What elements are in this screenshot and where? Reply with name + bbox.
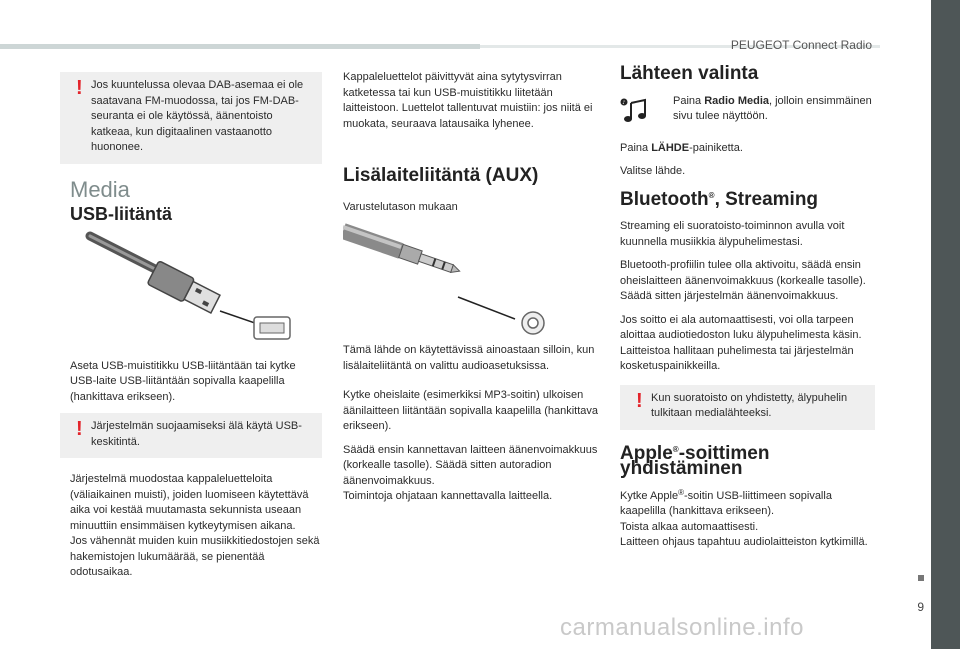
column-1	[60, 72, 322, 581]
playlist-intro: Kappaleluettelot päivittyvät aina sytytysvirran katketessa tai kun USB-muistitikku liitetään laitteistoon. Luettelot tallentuvat muistiin: jos niitä ei muokata, seuraava latausaika lyhenee.	[343, 71, 593, 130]
bt-text-4a: Jos soitto ei ala automaattisesti, voi olla tarpeen aloittaa audiotiedoston luku älypuhelimesta käsin.	[620, 313, 862, 341]
aux-subtitle: Varustelutason mukaan	[343, 200, 458, 213]
source-prefix: Paina	[620, 141, 652, 154]
bt-text-4	[620, 313, 875, 375]
bt-text-1: Streaming eli suoratoisto-toiminnon avulla voit kuunnella musiikkia älypuhelimestasi.	[620, 220, 845, 248]
apple-title-rest: -soittimen yhdistäminen	[620, 442, 770, 479]
heading-bluetooth	[620, 188, 875, 210]
playlist-text	[70, 472, 322, 581]
press-suffix: , jolloin ensimmäinen sivu tulee näyttöön.	[673, 94, 872, 122]
aux-text-1: Tämä lähde on käytettävissä ainoastaan silloin, kun lisälaiteliitäntä on valittu audioasetuksissa.	[343, 344, 595, 372]
source-button-text	[620, 141, 875, 157]
press-prefix: Paina	[673, 94, 705, 107]
select-source-text: Valitse lähde.	[620, 165, 686, 177]
apple-sup: ®	[672, 444, 679, 454]
source-button-label: LÄHDE	[651, 141, 690, 154]
usb-text: Aseta USB-muistitikku USB-liitäntään tai kytke USB-laite USB-liitäntään sopivalla kaapelilla (hankittava erikseen).	[70, 359, 296, 403]
aux-text-2: Kytke oheislaite (esimerkiksi MP3-soitin) ulkoisen äänilaitteen liitäntään sopivalla kaapelilla (hankittava erikseen).	[343, 389, 598, 432]
bt-text-3: Säädä sitten järjestelmän äänenvoimakkuus.	[620, 290, 839, 302]
playlist-text-2: Jos vähennät muiden kuin musiikkitiedostojen sekä hakemistojen lukumäärää, se pienentää odotusaikaa.	[70, 535, 320, 578]
aux-text-3a: Säädä ensin kannettavan laitteen äänenvoimakkuus (korkealle tasolle). Säädä sitten autoradion äänenvoimakkuus.	[343, 443, 598, 487]
apple-title: Apple	[620, 442, 673, 464]
section-title-media: Media	[70, 176, 130, 202]
bt-title-rest: , Streaming	[714, 188, 819, 210]
header-brand: PEUGEOT Connect Radio	[730, 38, 872, 52]
bt-text-2a: Bluetooth-profiilin tulee olla aktivoitu, säädä ensin oheislaitteen äänenvoimakkuus (korkealle tasolle).	[620, 259, 866, 287]
column-2	[343, 70, 601, 513]
usb-plug-illustration	[60, 231, 322, 341]
note-text: Järjestelmän suojaamiseksi älä käytä USB-keskitintä.	[91, 420, 302, 448]
apple-text	[620, 489, 875, 551]
apple-sup-2: ®	[678, 487, 684, 497]
warning-note-dab	[60, 72, 322, 164]
heading-apple	[620, 442, 875, 479]
warning-note-streaming	[620, 385, 875, 430]
watermark: carmanualsonline.info	[560, 614, 804, 641]
bt-sup: ®	[708, 190, 715, 200]
heading-aux: Lisälaiteliitäntä (AUX)	[343, 165, 539, 186]
source-suffix: -painiketta.	[689, 141, 743, 154]
svg-text:♪: ♪	[622, 99, 626, 106]
heading-source: Lähteen valinta	[620, 63, 759, 84]
continue-marker	[918, 575, 924, 581]
heading-usb: USB-liitäntä	[70, 204, 173, 224]
bt-text-5: Laitteistoa hallitaan puhelimesta tai järjestelmän kosketuspainikkeilla.	[620, 344, 854, 372]
aux-text-3	[343, 443, 601, 505]
bt-title: Bluetooth	[620, 188, 709, 210]
radio-media-label: Radio Media	[704, 94, 769, 107]
warning-note-hub	[60, 413, 322, 458]
exclamation-icon: !	[76, 77, 83, 99]
exclamation-icon: !	[636, 389, 643, 412]
apple-text-3: Laitteen ohjaus tapahtuu audiolaitteiston kytkimillä.	[620, 536, 868, 548]
page-number: 9	[917, 600, 924, 614]
note-text: Kun suoratoisto on yhdistetty, älypuhelin tulkitaan medialähteeksi.	[651, 391, 848, 419]
music-note-icon	[620, 98, 648, 124]
radio-media-instruction	[620, 94, 875, 133]
playlist-text-1: Järjestelmä muodostaa kappaleluetteloita (väliaikainen muisti), joiden luomiseen käytettävä aika voi kestää muutamasta sekunnista useaan minuuttiin ensimmäisen kytkeytymisen aikana.	[70, 473, 309, 532]
header-rule	[0, 44, 480, 49]
jack-plug-illustration	[343, 223, 601, 335]
right-rail	[931, 0, 960, 649]
exclamation-icon: !	[76, 418, 83, 440]
note-text: Jos kuuntelussa olevaa DAB-asemaa ei ole saatavana FM-muodossa, tai jos FM-DAB-seuranta ei ole käytössä, äänentoisto katkeaa, kun digitaalinen vastaanotto huononee.	[91, 79, 304, 153]
aux-text-4: Toimintoja ohjataan kannettavalla laitteella.	[343, 490, 553, 502]
apple-suffix: -soitin USB-liittimeen sopivalla kaapelilla (hankittava erikseen).	[620, 489, 832, 517]
apple-text-2: Toista alkaa automaattisesti.	[620, 520, 759, 533]
radio-media-text	[673, 94, 875, 125]
column-3	[620, 63, 875, 559]
apple-prefix: Kytke Apple	[620, 489, 679, 502]
bt-text-2	[620, 258, 875, 305]
